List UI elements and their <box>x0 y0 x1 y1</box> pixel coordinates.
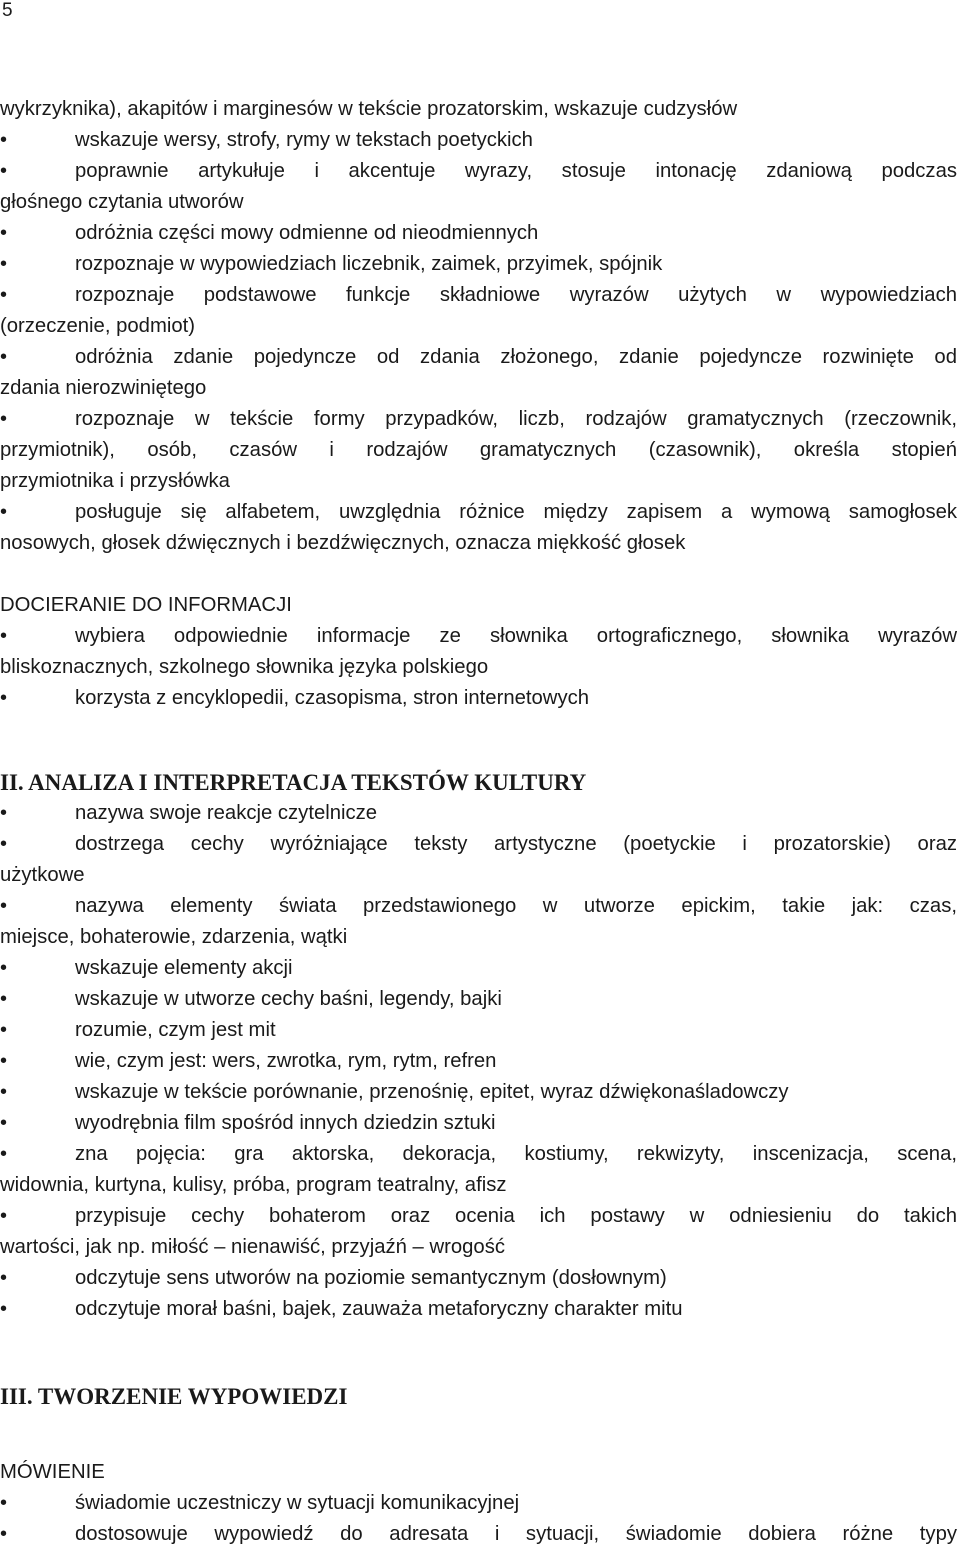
list-item: •przypisuje cechy bohaterom oraz ocenia ich postawy w odniesieniu do takich <box>0 1201 957 1232</box>
list-item: •odczytuje sens utworów na poziomie semantycznym (dosłownym) <box>0 1263 957 1294</box>
bullet-icon <box>0 891 75 922</box>
section-heading-mowienie: MÓWIENIE <box>0 1461 105 1483</box>
text-line: przymiotnik), osób, czasów i rodzajów gramatycznych (czasownik), określa stopień <box>0 439 957 461</box>
list-item: •wskazuje wersy, strofy, rymy w tekstach poetyckich <box>0 125 957 156</box>
text-line: wykrzyknika), akapitów i marginesów w tekście prozatorskim, wskazuje cudzysłów <box>0 98 738 120</box>
text-line: użytkowe <box>0 864 85 886</box>
list-item: •wyodrębnia film spośród innych dziedzin sztuki <box>0 1108 957 1139</box>
list-item: •rozpoznaje w wypowiedziach liczebnik, zaimek, przyimek, spójnik <box>0 249 957 280</box>
list-item: •nazywa elementy świata przedstawionego w utworze epickim, takie jak: czas, <box>0 891 957 922</box>
bullet-icon <box>0 497 75 528</box>
bullet-icon <box>0 1263 75 1294</box>
list-item: •zna pojęcia: gra aktorska, dekoracja, kostiumy, rekwizyty, inscenizacja, scena, <box>0 1139 957 1170</box>
section-heading-analiza: II. ANALIZA I INTERPRETACJA TEKSTÓW KULTURY <box>0 770 587 795</box>
list-item: •rozpoznaje w tekście formy przypadków, liczb, rodzajów gramatycznych (rzeczownik, <box>0 404 957 435</box>
bullet-icon <box>0 1488 75 1519</box>
bullet-icon <box>0 1139 75 1170</box>
bullet-icon <box>0 829 75 860</box>
bullet-icon <box>0 1015 75 1046</box>
bullet-icon <box>0 280 75 311</box>
bullet-icon <box>0 342 75 373</box>
bullet-icon <box>0 798 75 829</box>
list-item: •rozumie, czym jest mit <box>0 1015 957 1046</box>
text-line: głośnego czytania utworów <box>0 191 244 213</box>
list-item: •odróżnia zdanie pojedyncze od zdania złożonego, zdanie pojedyncze rozwinięte od <box>0 342 957 373</box>
bullet-icon <box>0 218 75 249</box>
bullet-icon <box>0 953 75 984</box>
text-line: zdania nierozwiniętego <box>0 377 207 399</box>
bullet-icon <box>0 1201 75 1232</box>
text-line: widownia, kurtyna, kulisy, próba, program teatralny, afisz <box>0 1174 507 1196</box>
bullet-icon <box>0 125 75 156</box>
text-line: (orzeczenie, podmiot) <box>0 315 196 337</box>
bullet-icon <box>0 249 75 280</box>
page-number: 5 <box>2 0 13 21</box>
bullet-icon <box>0 156 75 187</box>
list-item: •wie, czym jest: wers, zwrotka, rym, rytm, refren <box>0 1046 957 1077</box>
bullet-icon <box>0 1077 75 1108</box>
list-item: •korzysta z encyklopedii, czasopisma, stron internetowych <box>0 683 957 714</box>
text-line: miejsce, bohaterowie, zdarzenia, wątki <box>0 926 348 948</box>
section-heading-tworzenie: III. TWORZENIE WYPOWIEDZI <box>0 1384 348 1409</box>
document-body <box>0 94 957 1550</box>
bullet-icon <box>0 621 75 652</box>
bullet-icon <box>0 404 75 435</box>
text-line: nosowych, głosek dźwięcznych i bezdźwięcznych, oznacza miękkość głosek <box>0 532 686 554</box>
bullet-icon <box>0 984 75 1015</box>
list-item: •odróżnia części mowy odmienne od nieodmiennych <box>0 218 957 249</box>
list-item: •świadomie uczestniczy w sytuacji komunikacyjnej <box>0 1488 957 1519</box>
text-line: wartości, jak np. miłość – nienawiść, przyjaźń – wrogość <box>0 1236 505 1258</box>
list-item: •poprawnie artykułuje i akcentuje wyrazy, stosuje intonację zdaniową podczas <box>0 156 957 187</box>
bullet-icon <box>0 1046 75 1077</box>
bullet-icon <box>0 1108 75 1139</box>
text-line: przymiotnika i przysłówka <box>0 470 230 492</box>
section-heading-docieranie: DOCIERANIE DO INFORMACJI <box>0 594 292 616</box>
list-item: •nazywa swoje reakcje czytelnicze <box>0 798 957 829</box>
list-item: •wskazuje w tekście porównanie, przenośnię, epitet, wyraz dźwiękonaśladowczy <box>0 1077 957 1108</box>
list-item: •wskazuje elementy akcji <box>0 953 957 984</box>
bullet-icon <box>0 1294 75 1325</box>
list-item: •posługuje się alfabetem, uwzględnia różnice między zapisem a wymową samogłosek <box>0 497 957 528</box>
list-item: •wybiera odpowiednie informacje ze słownika ortograficznego, słownika wyrazów <box>0 621 957 652</box>
list-item: •dostosowuje wypowiedź do adresata i sytuacji, świadomie dobiera różne typy <box>0 1519 957 1550</box>
text-line: bliskoznacznych, szkolnego słownika języka polskiego <box>0 656 489 678</box>
list-item: •odczytuje morał baśni, bajek, zauważa metaforyczny charakter mitu <box>0 1294 957 1325</box>
bullet-icon <box>0 1519 75 1550</box>
list-item: •wskazuje w utworze cechy baśni, legendy, bajki <box>0 984 957 1015</box>
list-item: •rozpoznaje podstawowe funkcje składniowe wyrazów użytych w wypowiedziach <box>0 280 957 311</box>
bullet-icon <box>0 683 75 714</box>
list-item: •dostrzega cechy wyróżniające teksty artystyczne (poetyckie i prozatorskie) oraz <box>0 829 957 860</box>
